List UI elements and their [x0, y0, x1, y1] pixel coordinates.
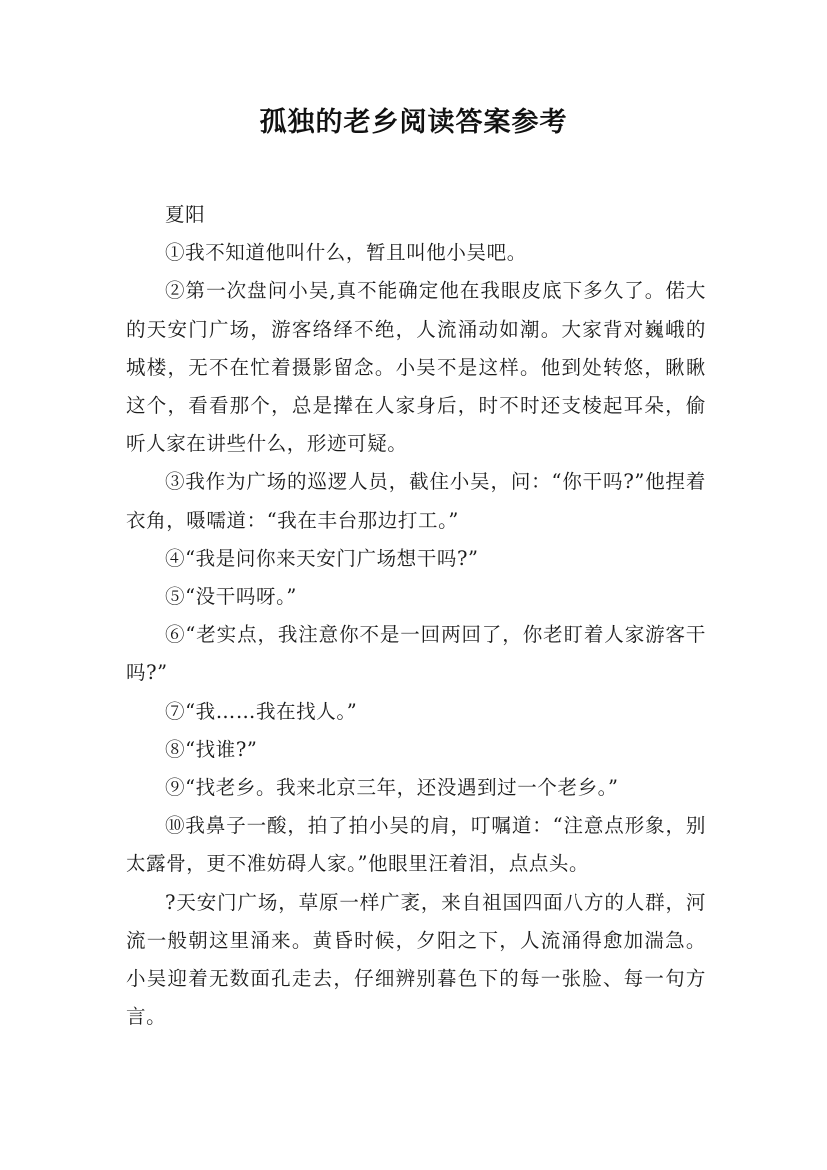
paragraph-1: ①我不知道他叫什么，暂且叫他小吴吧。: [165, 241, 527, 265]
paragraph-8: ⑧“找谁?”: [165, 737, 258, 761]
paragraph-10: ⑩我鼻子一酸，拍了拍小吴的肩，叮嘱道：“注意点形象，别太露骨，更不准妨碍人家。”他眼里汪着泪，点点头。: [126, 814, 706, 876]
paragraph-5: ⑤“没干吗呀。”: [165, 585, 297, 609]
document-title: 孤独的老乡阅读答案参考: [259, 107, 568, 138]
paragraph-3: ③我作为广场的巡逻人员，截住小吴，问：“你干吗?”他捏着衣角，嗫嚅道：“我在丰台那边打工。”: [126, 470, 706, 532]
paragraph-11: ?天安门广场，草原一样广袤，来自祖国四面八方的人群，河流一般朝这里涌来。黄昏时候，夕阳之下，人流涌得愈加湍急。小吴迎着无数面孔走去，仔细辨别暮色下的每一张脸、每一句方言。: [126, 890, 706, 1029]
paragraph-2: ②第一次盘问小吴,真不能确定他在我眼皮底下多久了。偌大的天安门广场，游客络绎不绝，人流涌动如潮。大家背对巍峨的城楼，无不在忙着摄影留念。小吴不是这样。他到处转悠，瞅瞅这个，看看那个，总是撵在人家身后，时不时还支棱起耳朵，偷听人家在讲些什么，形迹可疑。: [126, 279, 706, 456]
author-line: 夏阳: [165, 203, 206, 226]
paragraph-7: ⑦“我……我在找人。”: [165, 699, 358, 723]
paragraph-6: ⑥“老实点，我注意你不是一回两回了，你老盯着人家游客干吗?”: [126, 623, 706, 685]
paragraph-4: ④“我是问你来天安门广场想干吗?”: [165, 546, 479, 570]
article-body: [126, 196, 706, 1036]
paragraph-9: ⑨“找老乡。我来北京三年，还没遇到过一个老乡。”: [165, 776, 619, 800]
